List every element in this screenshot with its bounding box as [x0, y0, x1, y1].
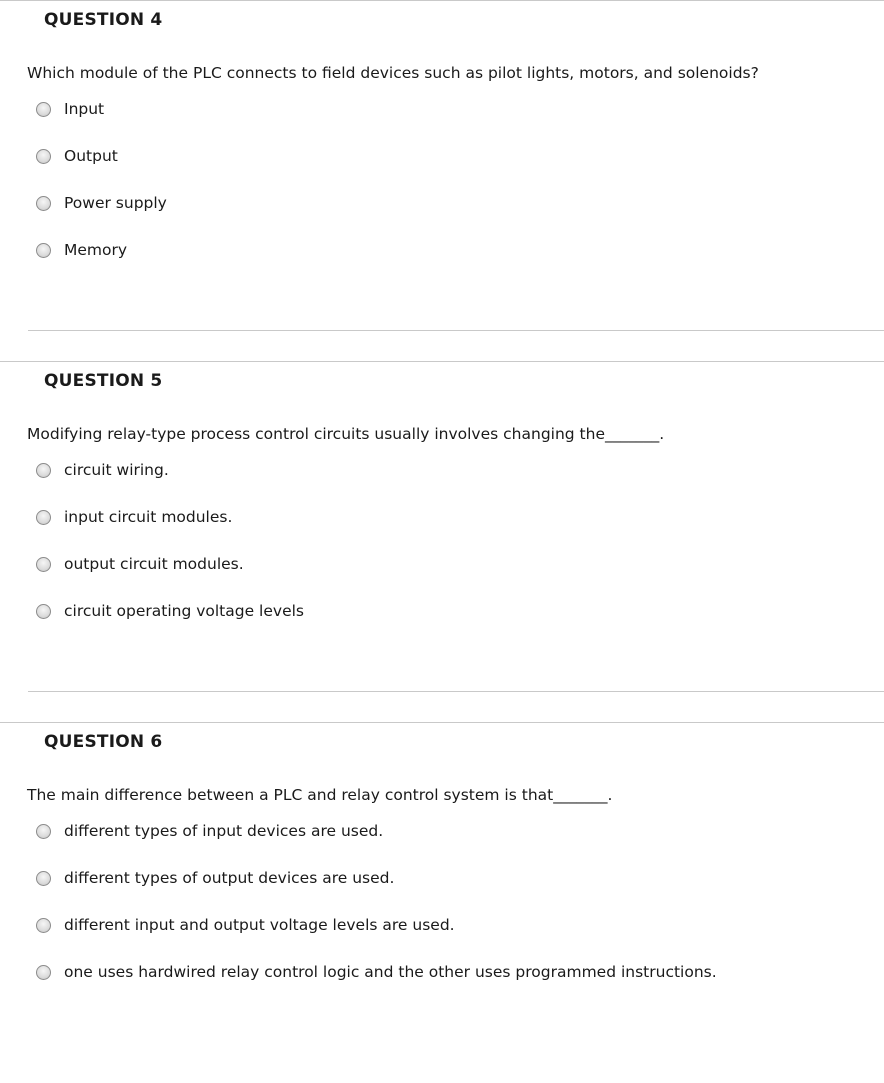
answer-label[interactable]: circuit wiring.: [64, 461, 169, 479]
answer-label[interactable]: different types of input devices are used.: [64, 822, 384, 840]
radio-button[interactable]: [36, 510, 51, 525]
radio-button[interactable]: [36, 149, 51, 164]
question-top-divider: [0, 361, 884, 362]
answer-label[interactable]: different input and output voltage levels are used.: [64, 916, 455, 934]
answer-label[interactable]: Memory: [64, 241, 128, 259]
radio-button[interactable]: [36, 463, 51, 478]
question-block-5: [0, 361, 884, 722]
question-bottom-divider: [28, 691, 884, 692]
question-title: QUESTION 6: [44, 732, 163, 752]
question-bottom-divider: [28, 330, 884, 331]
radio-button[interactable]: [36, 824, 51, 839]
answer-label[interactable]: output circuit modules.: [64, 555, 244, 573]
answer-label[interactable]: input circuit modules.: [64, 508, 233, 526]
question-top-divider: [0, 0, 884, 1]
radio-button[interactable]: [36, 196, 51, 211]
radio-button[interactable]: [36, 243, 51, 258]
radio-button[interactable]: [36, 965, 51, 980]
radio-button[interactable]: [36, 918, 51, 933]
question-title: QUESTION 5: [44, 371, 163, 391]
answer-label[interactable]: one uses hardwired relay control logic and the other uses programmed instructions.: [64, 963, 717, 981]
question-block-4: [0, 0, 884, 361]
question-text: Modifying relay-type process control circuits usually involves changing the_______.: [27, 425, 665, 443]
radio-button[interactable]: [36, 557, 51, 572]
answer-label[interactable]: Output: [64, 147, 118, 165]
answer-label[interactable]: circuit operating voltage levels: [64, 602, 304, 620]
answer-label[interactable]: different types of output devices are used.: [64, 869, 395, 887]
radio-button[interactable]: [36, 102, 51, 117]
radio-button[interactable]: [36, 871, 51, 886]
radio-button[interactable]: [36, 604, 51, 619]
question-block-6: [0, 722, 884, 1083]
question-title: QUESTION 4: [44, 10, 163, 30]
question-top-divider: [0, 722, 884, 723]
question-text: Which module of the PLC connects to field devices such as pilot lights, motors, and solenoids?: [27, 64, 759, 82]
question-text: The main difference between a PLC and relay control system is that_______.: [27, 786, 613, 804]
answer-label[interactable]: Power supply: [64, 194, 167, 212]
answer-label[interactable]: Input: [64, 100, 105, 118]
